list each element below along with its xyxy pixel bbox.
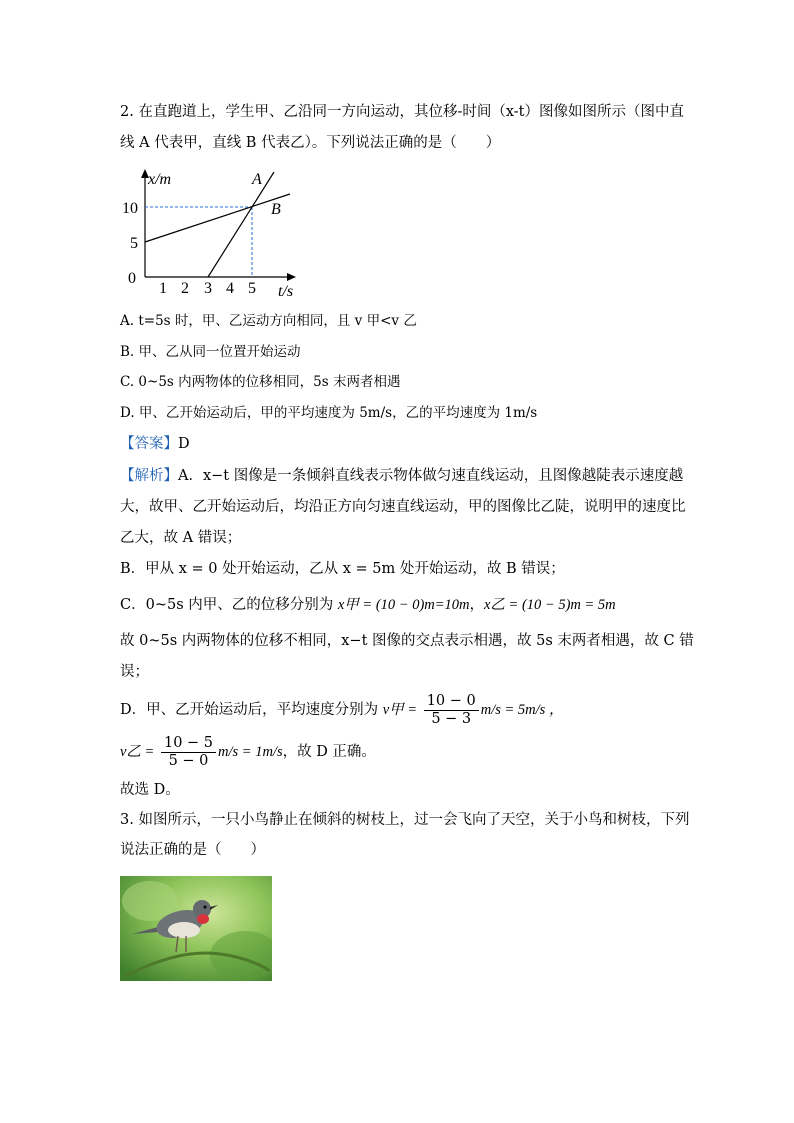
analysis-c-pre: C．0~5s 内甲、乙的位移分别为 [120,597,338,613]
option-c: C. 0~5s 内两物体的位移相同，5s 末两者相遇 [120,374,401,390]
answer-tag: 【答案】 [120,436,178,452]
y-tick-10: 10 [122,200,138,217]
x-tick-1: 1 [159,280,167,297]
analysis-c-line-2: 故 0~5s 内两物体的位移不相同，x−t 图像的交点表示相遇，故 5s 末两者相遇，故 C 错 [120,633,694,649]
option-d: D. 甲、乙开始运动后，甲的平均速度为 5m/s，乙的平均速度为 1m/s [120,405,538,421]
velocity-a-denominator: 5 − 3 [431,710,472,727]
displacement-a-eq: x甲 = (10 − 0)m=10m [337,597,470,613]
analysis-line-3: 乙大，故 A 错误； [120,530,242,546]
analysis-d-line-2 [120,733,376,771]
conclusion: 故选 D。 [120,782,180,798]
analysis-d-line-1 [120,691,563,729]
analysis-line-1 [120,466,683,486]
y-tick-5: 5 [130,235,138,252]
line-a [208,172,274,277]
velocity-a-rhs: m/s = 5m/s ， [480,702,564,718]
analysis-c-sep: ， [469,597,484,613]
analysis-d-end: ，故 D 正确。 [282,744,376,760]
velocity-a-numerator: 10 − 0 [424,693,479,711]
option-a: A. t=5s 时，甲、乙运动方向相同，且 v 甲<v 乙 [120,313,417,329]
q2-stem-line-1: 2. 在直跑道上，学生甲、乙沿同一方向运动，其位移-时间（x-t）图像如图所示（图中直 [120,104,684,120]
line-b-label: B [271,201,281,218]
xt-graph [118,162,308,302]
q3-stem-line-2: 说法正确的是（ ） [120,842,265,858]
velocity-a-lhs: v甲 = [382,702,418,718]
answer-value: D [178,436,190,452]
x-tick-3: 3 [204,280,212,297]
velocity-b-rhs: m/s = 1m/s [218,744,283,760]
x-tick-2: 2 [181,280,189,297]
displacement-b-eq: x乙 = (10 − 5)m = 5m [484,597,616,613]
velocity-b-denominator: 5 − 0 [168,752,209,769]
analysis-b: B．甲从 x = 0 处开始运动，乙从 x = 5m 处开始运动，故 B 错误； [120,561,565,577]
y-tick-0: 0 [128,270,136,287]
line-b [145,194,290,242]
line-a-label: A [252,171,262,188]
analysis-a-text-1: A．x−t 图像是一条倾斜直线表示物体做匀速直线运动，且图像越陡表示速度越 [178,468,684,484]
analysis-c-line-1 [120,595,616,615]
analysis-d-pre: D．甲、乙开始运动后，平均速度分别为 [120,702,383,718]
analysis-line-2: 大，故甲、乙开始运动后，均沿正方向匀速直线运动，甲的图像比乙陡，说明甲的速度比 [120,499,686,515]
y-axis-label: x/m [148,171,172,188]
q2-stem-line-2: 线 A 代表甲，直线 B 代表乙）。下列说法正确的是（ ） [120,135,501,151]
x-tick-4: 4 [226,280,234,297]
q3-stem-line-1: 3. 如图所示，一只小鸟静止在倾斜的树枝上，过一会飞向了天空，关于小鸟和树枝，下列 [120,812,690,828]
velocity-b-fraction [161,735,216,770]
velocity-b-lhs: v乙 = [120,744,155,760]
analysis-c-line-3: 误； [120,664,149,680]
option-b: B. 甲、乙从同一位置开始运动 [120,344,301,360]
x-axis-arrow [287,273,296,281]
analysis-tag: 【解析】 [120,468,178,484]
x-axis-label: t/s [278,283,294,300]
velocity-b-numerator: 10 − 5 [161,735,216,753]
x-tick-5: 5 [248,280,256,297]
bird-photo [120,876,272,981]
velocity-a-fraction [424,693,479,728]
answer-line [120,434,190,454]
